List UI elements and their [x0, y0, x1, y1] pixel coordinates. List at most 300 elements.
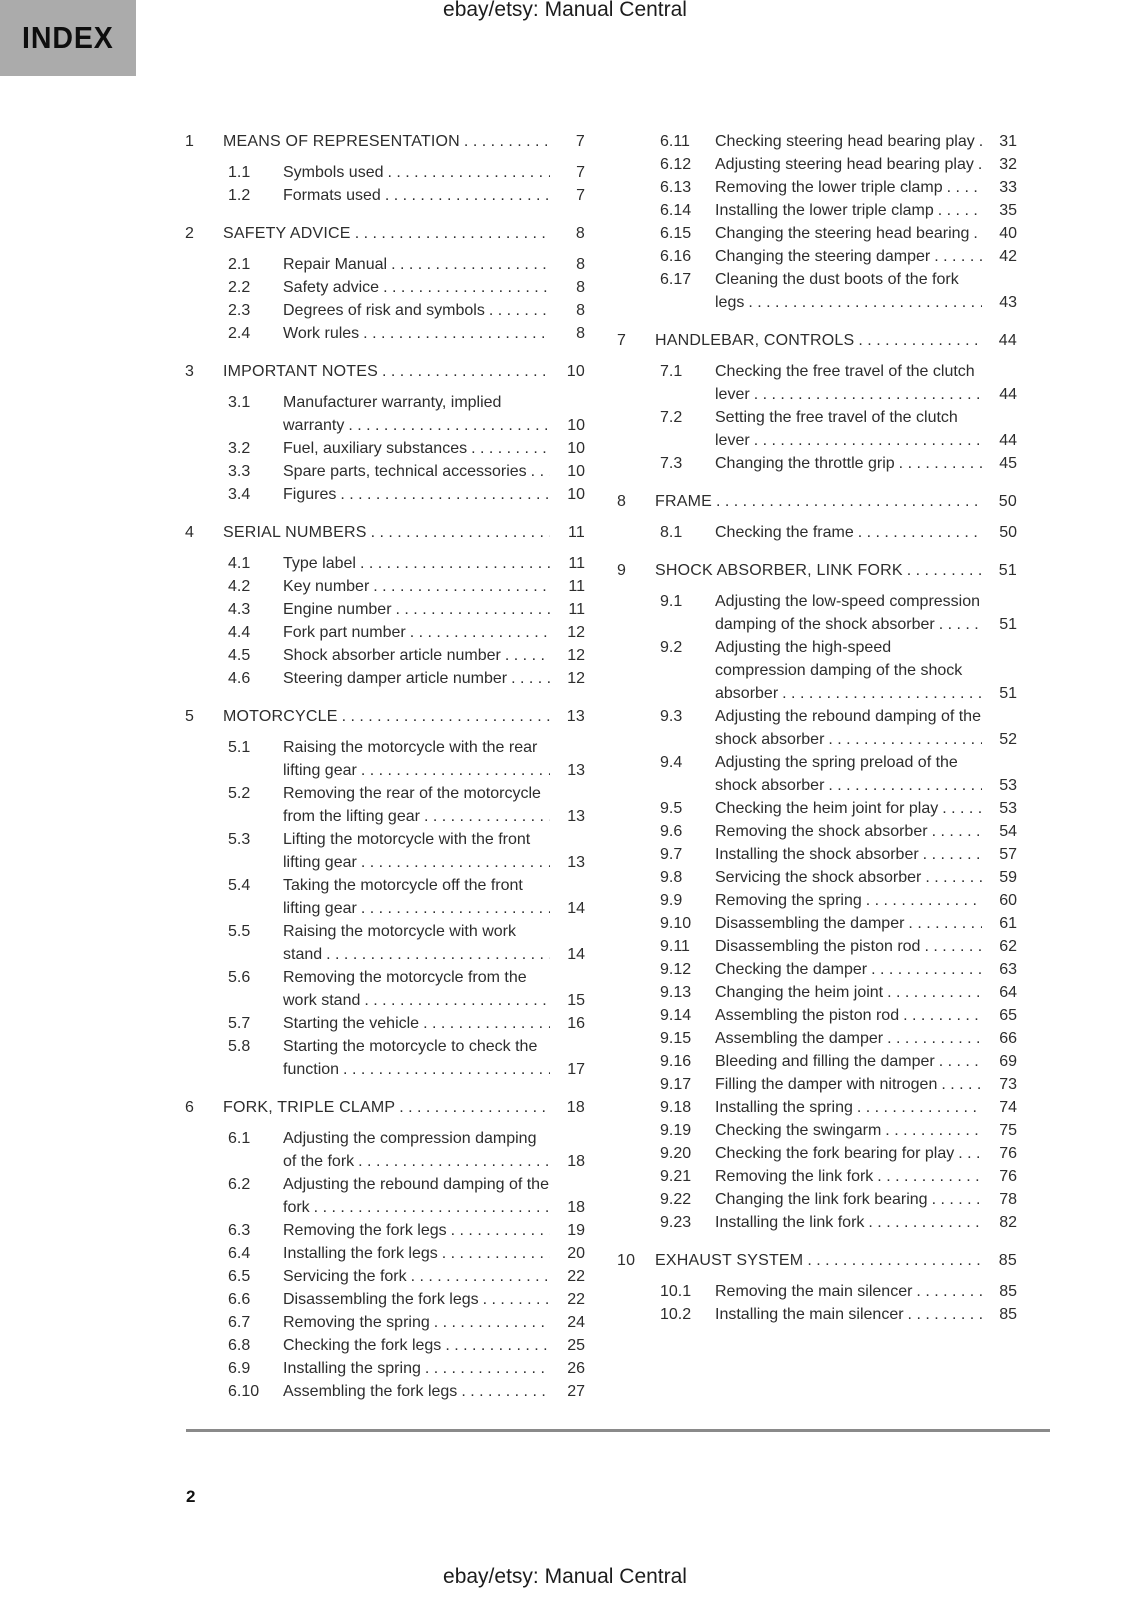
toc-entry-number: 3.1 — [228, 394, 251, 411]
toc-entry-title: Adjusting the high-speed compression damping of the shock absorber . . . — [715, 636, 982, 705]
toc-entry-title: Disassembling the piston rod . . . — [715, 935, 982, 958]
toc-entry-row — [185, 575, 585, 598]
toc-entry-row — [617, 935, 1017, 958]
toc-entry-page: 8 — [576, 302, 585, 319]
toc-entry-title: Work rules . . . — [283, 322, 550, 345]
toc-entry-row — [617, 199, 1017, 222]
toc-entry-page: 12 — [567, 670, 585, 687]
toc-entry-row — [617, 590, 1017, 636]
toc-entry-title: Assembling the piston rod . . . — [715, 1004, 982, 1027]
footer-divider — [186, 1429, 1050, 1432]
toc-entry-number: 6.7 — [228, 1314, 251, 1331]
toc-entry-number: 6.11 — [660, 133, 690, 150]
toc-entry-row — [617, 1303, 1017, 1326]
toc-entry-page: 42 — [999, 248, 1017, 265]
toc-entry-page: 22 — [567, 1268, 585, 1285]
toc-entry-title: Installing the main silencer . . . — [715, 1303, 982, 1326]
toc-entry-title: Adjusting the compression damping of the fork . . . — [283, 1127, 550, 1173]
toc-chapter-row — [617, 559, 1017, 582]
toc-entry-number: 6.4 — [228, 1245, 251, 1262]
toc-entry-number: 9.3 — [660, 708, 683, 725]
toc-entry-page: 20 — [567, 1245, 585, 1262]
toc-entry-row — [617, 245, 1017, 268]
toc-entry-page: 59 — [999, 869, 1017, 886]
toc-entry-row — [185, 920, 585, 966]
toc-entry-page: 8 — [575, 225, 585, 242]
toc-entry-row — [617, 820, 1017, 843]
toc-entry-title: SHOCK ABSORBER, LINK FORK . . . — [655, 559, 982, 582]
toc-entry-number: 9.14 — [660, 1007, 692, 1024]
toc-chapter-row — [185, 705, 585, 728]
toc-entry-row — [617, 130, 1017, 153]
toc-entry-number: 3.4 — [228, 486, 251, 503]
toc-entry-row — [617, 843, 1017, 866]
toc-entry-number: 6.15 — [660, 225, 692, 242]
toc-entry-row — [185, 184, 585, 207]
toc-entry-page: 64 — [999, 984, 1017, 1001]
toc-entry-number: 9.1 — [660, 593, 683, 610]
toc-entry-number: 6.6 — [228, 1291, 251, 1308]
toc-entry-title: Checking the fork bearing for play . . . — [715, 1142, 982, 1165]
toc-entry-page: 53 — [999, 777, 1017, 794]
toc-entry-page: 45 — [999, 455, 1017, 472]
toc-entry-number: 9.16 — [660, 1053, 692, 1070]
toc-entry-page: 13 — [567, 808, 585, 825]
toc-entry-page: 10 — [567, 440, 585, 457]
toc-entry-page: 65 — [999, 1007, 1017, 1024]
toc-entry-number: 6.17 — [660, 271, 692, 288]
index-label-box — [0, 0, 136, 76]
toc-entry-title: Removing the motorcycle from the work stand . . . — [283, 966, 550, 1012]
toc-entry-number: 5.6 — [228, 969, 251, 986]
toc-entry-page: 8 — [576, 325, 585, 342]
toc-entry-page: 78 — [999, 1191, 1017, 1208]
toc-entry-row — [185, 1380, 585, 1403]
toc-entry-row — [617, 406, 1017, 452]
toc-entry-number: 10.2 — [660, 1306, 692, 1323]
toc-entry-number: 9.15 — [660, 1030, 692, 1047]
toc-entry-row — [185, 782, 585, 828]
toc-entry-title: Adjusting steering head bearing play . . . — [715, 153, 982, 176]
toc-entry-number: 9.6 — [660, 823, 683, 840]
toc-entry-number: 2.2 — [228, 279, 251, 296]
toc-entry-page: 31 — [999, 133, 1017, 150]
toc-entry-title: Shock absorber article number . . . — [283, 644, 550, 667]
toc-entry-number: 6.8 — [228, 1337, 251, 1354]
toc-entry-row — [617, 521, 1017, 544]
toc-entry-title: Key number . . . — [283, 575, 550, 598]
toc-entry-row — [617, 958, 1017, 981]
toc-entry-page: 85 — [998, 1252, 1017, 1269]
toc-entry-number: 6.5 — [228, 1268, 251, 1285]
toc-chapter-row — [185, 222, 585, 245]
toc-entry-title: Checking the fork legs . . . — [283, 1334, 550, 1357]
toc-entry-number: 6.10 — [228, 1383, 260, 1400]
toc-entry-page: 44 — [999, 432, 1017, 449]
toc-entry-title: Symbols used . . . — [283, 161, 550, 184]
toc-entry-number: 2.1 — [228, 256, 251, 273]
toc-entry-title: Assembling the damper . . . — [715, 1027, 982, 1050]
toc-entry-title: Adjusting the low-speed compression damping of the shock absorber . . . — [715, 590, 982, 636]
toc-entry-title: Steering damper article number . . . — [283, 667, 550, 690]
toc-entry-title: Assembling the fork legs . . . — [283, 1380, 550, 1403]
toc-entry-page: 62 — [999, 938, 1017, 955]
toc-entry-title: Safety advice . . . — [283, 276, 550, 299]
toc-entry-title: Servicing the shock absorber . . . — [715, 866, 982, 889]
toc-chapter-row — [185, 360, 585, 383]
toc-entry-page: 82 — [999, 1214, 1017, 1231]
toc-entry-number: 5.7 — [228, 1015, 251, 1032]
toc-entry-title: Removing the main silencer . . . — [715, 1280, 982, 1303]
toc-entry-number: 6.9 — [228, 1360, 251, 1377]
toc-entry-number: 9.7 — [660, 846, 683, 863]
toc-entry-title: Checking the heim joint for play . . . — [715, 797, 982, 820]
toc-entry-number: 6 — [185, 1099, 195, 1116]
toc-entry-page: 10 — [567, 486, 585, 503]
toc-entry-number: 4.2 — [228, 578, 251, 595]
toc-entry-title: Filling the damper with nitrogen . . . — [715, 1073, 982, 1096]
toc-entry-number: 5 — [185, 708, 195, 725]
toc-entry-number: 7.3 — [660, 455, 683, 472]
toc-entry-title: Checking steering head bearing play . . . — [715, 130, 982, 153]
toc-entry-row — [617, 705, 1017, 751]
toc-entry-number: 4.5 — [228, 647, 251, 664]
toc-entry-page: 52 — [999, 731, 1017, 748]
page-header-title: ebay/etsy: Manual Central — [443, 0, 687, 21]
toc-entry-number: 7.1 — [660, 363, 683, 380]
toc-entry-title: Adjusting the rebound damping of the shock absorber . . . — [715, 705, 982, 751]
page-footer-title: ebay/etsy: Manual Central — [443, 1565, 687, 1588]
toc-entry-page: 76 — [999, 1168, 1017, 1185]
toc-entry-page: 16 — [567, 1015, 585, 1032]
toc-chapter-row — [617, 490, 1017, 513]
toc-entry-page: 66 — [999, 1030, 1017, 1047]
toc-chapter-row — [617, 1249, 1017, 1272]
toc-entry-number: 9.23 — [660, 1214, 692, 1231]
toc-entry-page: 69 — [999, 1053, 1017, 1070]
toc-entry-row — [617, 153, 1017, 176]
toc-entry-page: 7 — [576, 164, 585, 181]
toc-entry-row — [185, 483, 585, 506]
toc-entry-row — [617, 912, 1017, 935]
toc-entry-number: 9.8 — [660, 869, 683, 886]
toc-entry-row — [185, 644, 585, 667]
toc-entry-number: 7 — [617, 332, 627, 349]
toc-entry-title: Removing the spring . . . — [715, 889, 982, 912]
toc-entry-title: Installing the spring . . . — [715, 1096, 982, 1119]
toc-entry-title: Engine number . . . — [283, 598, 550, 621]
toc-entry-number: 5.5 — [228, 923, 251, 940]
toc-entry-number: 9.4 — [660, 754, 683, 771]
toc-entry-number: 9.17 — [660, 1076, 692, 1093]
toc-entry-page: 75 — [999, 1122, 1017, 1139]
toc-entry-page: 27 — [567, 1383, 585, 1400]
toc-entry-row — [617, 1188, 1017, 1211]
toc-entry-number: 3.2 — [228, 440, 251, 457]
toc-entry-page: 44 — [998, 332, 1017, 349]
toc-entry-title: IMPORTANT NOTES . . . — [223, 360, 550, 383]
toc-entry-number: 2.4 — [228, 325, 251, 342]
toc-entry-page: 51 — [998, 562, 1017, 579]
toc-entry-page: 53 — [999, 800, 1017, 817]
toc-entry-number: 9.11 — [660, 938, 690, 955]
toc-entry-number: 1 — [185, 133, 195, 150]
toc-entry-title: Cleaning the dust boots of the fork legs . . . — [715, 268, 982, 314]
toc-entry-title: Removing the fork legs . . . — [283, 1219, 550, 1242]
toc-entry-row — [185, 161, 585, 184]
toc-entry-number: 5.3 — [228, 831, 251, 848]
toc-entry-number: 9.18 — [660, 1099, 692, 1116]
toc-entry-number: 9.19 — [660, 1122, 692, 1139]
toc-entry-page: 50 — [998, 493, 1017, 510]
toc-entry-row — [617, 1073, 1017, 1096]
toc-entry-title: Removing the shock absorber . . . — [715, 820, 982, 843]
toc-entry-number: 4.6 — [228, 670, 251, 687]
toc-entry-page: 19 — [567, 1222, 585, 1239]
toc-entry-title: Bleeding and filling the damper . . . — [715, 1050, 982, 1073]
toc-entry-number: 9.21 — [660, 1168, 692, 1185]
toc-entry-title: Formats used . . . — [283, 184, 550, 207]
toc-entry-row — [185, 1334, 585, 1357]
toc-entry-title: Raising the motorcycle with the rear lifting gear . . . — [283, 736, 550, 782]
toc-entry-number: 4.1 — [228, 555, 251, 572]
toc-entry-row — [185, 1265, 585, 1288]
toc-entry-page: 22 — [567, 1291, 585, 1308]
toc-entry-row — [617, 1142, 1017, 1165]
toc-entry-title: Installing the shock absorber . . . — [715, 843, 982, 866]
toc-entry-row — [617, 981, 1017, 1004]
toc-entry-title: Lifting the motorcycle with the front lifting gear . . . — [283, 828, 550, 874]
toc-entry-page: 24 — [567, 1314, 585, 1331]
toc-entry-number: 9.13 — [660, 984, 692, 1001]
toc-entry-number: 10 — [617, 1252, 636, 1269]
toc-entry-row — [185, 1357, 585, 1380]
toc-entry-number: 9.5 — [660, 800, 683, 817]
toc-entry-number: 9.2 — [660, 639, 683, 656]
toc-entry-title: Changing the steering head bearing . . . — [715, 222, 982, 245]
toc-entry-row — [617, 866, 1017, 889]
toc-entry-page: 13 — [567, 854, 585, 871]
toc-entry-title: HANDLEBAR, CONTROLS . . . — [655, 329, 982, 352]
toc-entry-number: 6.13 — [660, 179, 692, 196]
toc-entry-title: Degrees of risk and symbols . . . — [283, 299, 550, 322]
toc-column-left — [185, 130, 585, 1403]
toc-entry-page: 33 — [999, 179, 1017, 196]
toc-entry-page: 7 — [575, 133, 585, 150]
toc-entry-row — [185, 391, 585, 437]
toc-entry-title: Fork part number . . . — [283, 621, 550, 644]
toc-entry-number: 2.3 — [228, 302, 251, 319]
toc-entry-row — [617, 1280, 1017, 1303]
toc-entry-row — [185, 1242, 585, 1265]
toc-entry-title: Setting the free travel of the clutch lever . . . — [715, 406, 982, 452]
toc-entry-row — [185, 1173, 585, 1219]
toc-entry-page: 18 — [567, 1153, 585, 1170]
toc-entry-row — [617, 1119, 1017, 1142]
toc-entry-number: 5.8 — [228, 1038, 251, 1055]
toc-column-right — [617, 130, 1017, 1403]
toc-entry-number: 6.3 — [228, 1222, 251, 1239]
toc-entry-page: 54 — [999, 823, 1017, 840]
toc-entry-row — [617, 1211, 1017, 1234]
toc-entry-title: Figures . . . — [283, 483, 550, 506]
toc-entry-page: 18 — [566, 1099, 585, 1116]
toc-entry-title: Starting the vehicle . . . — [283, 1012, 550, 1035]
toc-entry-title: Servicing the fork . . . — [283, 1265, 550, 1288]
toc-entry-title: Checking the frame . . . — [715, 521, 982, 544]
toc-entry-page: 43 — [999, 294, 1017, 311]
toc-entry-row — [617, 1096, 1017, 1119]
toc-entry-title: Installing the lower triple clamp . . . — [715, 199, 982, 222]
toc-entry-row — [185, 874, 585, 920]
toc-entry-title: Checking the swingarm . . . — [715, 1119, 982, 1142]
toc-entry-row — [185, 828, 585, 874]
toc-entry-page: 11 — [567, 524, 585, 541]
toc-entry-title: Disassembling the damper . . . — [715, 912, 982, 935]
toc-entry-row — [185, 1311, 585, 1334]
toc-entry-row — [185, 460, 585, 483]
toc-entry-title: MEANS OF REPRESENTATION . . . — [223, 130, 550, 153]
toc-entry-page: 14 — [567, 900, 585, 917]
toc-entry-row — [185, 667, 585, 690]
toc-entry-page: 15 — [567, 992, 585, 1009]
toc-entry-row — [617, 797, 1017, 820]
toc-entry-page: 8 — [576, 256, 585, 273]
toc-entry-row — [617, 1027, 1017, 1050]
toc-entry-number: 7.2 — [660, 409, 683, 426]
toc-entry-page: 13 — [566, 708, 585, 725]
toc-entry-title: Removing the spring . . . — [283, 1311, 550, 1334]
toc-entry-number: 9.20 — [660, 1145, 692, 1162]
toc-entry-title: Raising the motorcycle with work stand . . . — [283, 920, 550, 966]
toc-entry-page: 85 — [999, 1283, 1017, 1300]
toc-entry-page: 51 — [999, 616, 1017, 633]
toc-entry-number: 1.2 — [228, 187, 251, 204]
toc-entry-title: SERIAL NUMBERS . . . — [223, 521, 550, 544]
toc-entry-number: 4 — [185, 524, 195, 541]
toc-entry-number: 9.12 — [660, 961, 692, 978]
toc-entry-row — [185, 1288, 585, 1311]
toc-entry-number: 4.4 — [228, 624, 251, 641]
toc-entry-title: Changing the steering damper . . . — [715, 245, 982, 268]
toc-entry-row — [185, 299, 585, 322]
toc-entry-title: SAFETY ADVICE . . . — [223, 222, 550, 245]
toc-entry-page: 50 — [999, 524, 1017, 541]
toc-entry-title: Changing the heim joint . . . — [715, 981, 982, 1004]
toc-chapter-row — [185, 130, 585, 153]
toc-entry-page: 40 — [999, 225, 1017, 242]
toc-entry-row — [617, 1050, 1017, 1073]
toc-entry-page: 57 — [999, 846, 1017, 863]
toc-entry-number: 2 — [185, 225, 195, 242]
toc-entry-row — [617, 751, 1017, 797]
toc-entry-number: 5.1 — [228, 739, 251, 756]
toc-entry-row — [185, 1012, 585, 1035]
toc-entry-page: 73 — [999, 1076, 1017, 1093]
toc-entry-title: Changing the link fork bearing . . . — [715, 1188, 982, 1211]
toc-entry-page: 63 — [999, 961, 1017, 978]
toc-entry-page: 74 — [999, 1099, 1017, 1116]
toc-entry-number: 6.2 — [228, 1176, 251, 1193]
toc-entry-page: 26 — [567, 1360, 585, 1377]
toc-entry-page: 11 — [568, 601, 585, 618]
toc-entry-title: EXHAUST SYSTEM . . . — [655, 1249, 982, 1272]
toc-entry-number: 6.12 — [660, 156, 692, 173]
toc-entry-number: 10.1 — [660, 1283, 692, 1300]
toc-entry-title: Checking the free travel of the clutch lever . . . — [715, 360, 982, 406]
toc-entry-title: Changing the throttle grip . . . — [715, 452, 982, 475]
toc-entry-page: 44 — [999, 386, 1017, 403]
toc-entry-page: 17 — [567, 1061, 585, 1078]
toc-entry-row — [617, 360, 1017, 406]
toc-entry-title: Adjusting the rebound damping of the fork . . . — [283, 1173, 550, 1219]
toc-entry-title: Spare parts, technical accessories . . . — [283, 460, 550, 483]
toc-entry-title: Repair Manual . . . — [283, 253, 550, 276]
toc-chapter-row — [185, 1096, 585, 1119]
toc-entry-page: 76 — [999, 1145, 1017, 1162]
toc-entry-page: 51 — [999, 685, 1017, 702]
toc-entry-title: Checking the damper . . . — [715, 958, 982, 981]
toc-entry-title: Installing the link fork . . . — [715, 1211, 982, 1234]
toc-entry-row — [185, 552, 585, 575]
toc-entry-page: 11 — [568, 578, 585, 595]
toc-entry-number: 5.4 — [228, 877, 251, 894]
toc-entry-row — [617, 222, 1017, 245]
toc-entry-page: 10 — [567, 417, 585, 434]
toc-entry-page: 12 — [567, 624, 585, 641]
toc-entry-number: 6.1 — [228, 1130, 251, 1147]
toc-entry-number: 3.3 — [228, 463, 251, 480]
toc-entry-page: 25 — [567, 1337, 585, 1354]
index-label: INDEX — [22, 20, 114, 55]
toc-entry-row — [617, 268, 1017, 314]
toc-entry-page: 32 — [999, 156, 1017, 173]
toc-entry-row — [617, 1004, 1017, 1027]
toc-entry-row — [185, 276, 585, 299]
toc-entry-row — [185, 322, 585, 345]
toc-entry-number: 6.14 — [660, 202, 692, 219]
toc-entry-number: 8.1 — [660, 524, 683, 541]
toc-entry-row — [185, 598, 585, 621]
toc-entry-title: Removing the rear of the motorcycle from the lifting gear . . . — [283, 782, 550, 828]
toc-entry-row — [617, 889, 1017, 912]
toc-entry-page: 35 — [999, 202, 1017, 219]
toc-entry-title: Removing the link fork . . . — [715, 1165, 982, 1188]
toc-entry-row — [617, 636, 1017, 705]
toc-chapter-row — [617, 329, 1017, 352]
toc-entry-row — [185, 437, 585, 460]
toc-entry-title: FORK, TRIPLE CLAMP . . . — [223, 1096, 550, 1119]
toc-entry-row — [617, 1165, 1017, 1188]
toc-entry-page: 13 — [567, 762, 585, 779]
toc-entry-number: 5.2 — [228, 785, 251, 802]
toc-entry-page: 11 — [568, 555, 585, 572]
toc-entry-row — [185, 966, 585, 1012]
toc-entry-row — [617, 176, 1017, 199]
toc-entry-row — [185, 1035, 585, 1081]
toc-entry-page: 8 — [576, 279, 585, 296]
page-number: 2 — [186, 1487, 196, 1506]
toc-entry-page: 12 — [567, 647, 585, 664]
toc-entry-title: Starting the motorcycle to check the function . . . — [283, 1035, 550, 1081]
toc-entry-title: Manufacturer warranty, implied warranty . . . — [283, 391, 550, 437]
toc-entry-title: Disassembling the fork legs . . . — [283, 1288, 550, 1311]
toc-entry-row — [617, 452, 1017, 475]
toc-entry-row — [185, 621, 585, 644]
toc-entry-number: 9.10 — [660, 915, 692, 932]
toc-entry-title: Removing the lower triple clamp . . . — [715, 176, 982, 199]
toc-entry-title: Installing the fork legs . . . — [283, 1242, 550, 1265]
